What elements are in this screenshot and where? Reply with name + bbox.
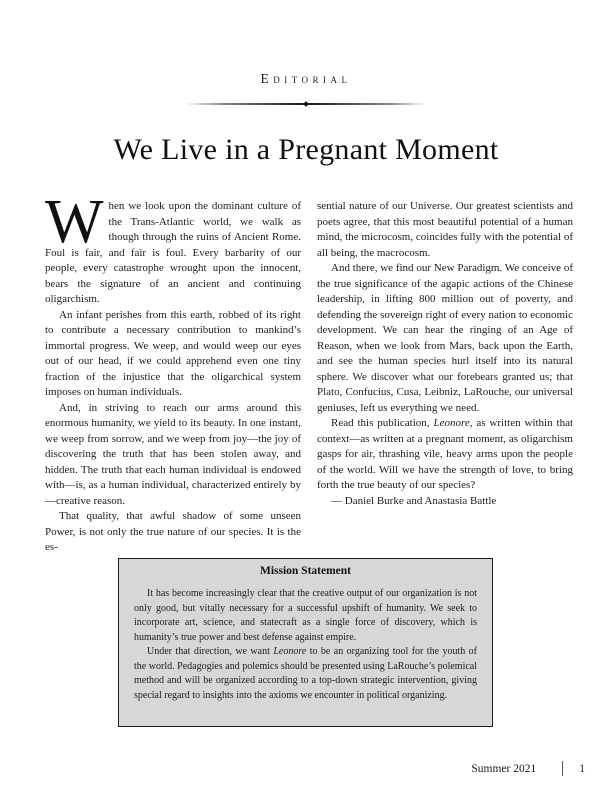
paragraph: And there, we find our New Paradigm. We conceive of the true significance of the agapic actions of the Chinese leadership, in lifting 800 million out of poverty, and defending the sovereign right of every nation to economic development. We can hear the ringing of an Age of Reason, when we look from Mars, back upon the Earth, and see the human species hurl itself into its natural sphere. We discover what our forebears granted us; that Plato, Confucius, Cusa, Leibniz, LaRouche, our universal geniuses, left us everything we need. [317,262,573,414]
mission-paragraph: It has become increasingly clear that the creative output of our organization is not only good, but vitally necessary for a successful upshift of humanity. We seek to incorporate art, science, and statecraft as a single force of discovery, which is humanity’s true power and best defense against empire. [134,588,477,643]
byline [317,494,573,510]
paragraph-with-italic [317,416,573,494]
article-body [45,188,574,556]
paragraph-dropcap [45,188,301,308]
right-column [317,199,573,556]
footer-page-number: 1 [579,762,585,775]
publication-name-italic: Leonore [433,417,470,429]
byline-text: — Daniel Burke and Anastasia Battle [331,494,497,507]
mission-statement-box [118,558,493,727]
paragraph-text: to be an organizing tool for the youth of the world. Pedagogies and polemics should be presented using LaRouche’s polemical method and will be organized according to a top-down strategic intervention, giving special regard to insights into the axioms we encounter in political organizing. [134,646,477,701]
mission-paragraph-with-italic [134,645,477,703]
paragraph: And, in striving to reach our arms around this enormous humanity, we yield to its beauty. In one instant, we weep from sorrow, and we weep from joy—the joy of discovering the truth that has been stolen away, and hidden. The truth that each human individual is endowed with—is, as a human individual, characterized entirely by—creative reason. [45,401,301,507]
publication-name-italic: Leonore [273,646,307,657]
article-title: We Live in a Pregnant Moment [113,133,499,166]
footer-issue: Summer 2021 [471,762,537,775]
paragraph: An infant perishes from this earth, robbed of its right to contribute a necessary contribution to mankind’s immortal progress. We weep, and would weep our eyes out of our head, if we could apprehend even one tiny fraction of the injustice that the oligarchical system imposes on human individuals. [45,308,301,398]
paragraph: That quality, that awful shadow of some unseen Power, is not only the true nature of our species. It is the es- [45,510,301,553]
paragraph-text: , as written within that context—as written at a pregnant moment, as oligarchism gasps for air, thrashing vile, heavy arms upon the people of the world. Will we have the strength of love, to bring forth the true beauty of our species? [317,417,574,491]
paragraph-text: Under that direction, we want [147,646,274,657]
decorative-rule [186,103,426,105]
rule-diamond-ornament [303,101,309,107]
paragraph-text: hen we look upon the dominant culture of the Trans-Atlantic world, we walk as though through the ruins of Ancient Rome. Foul is fair, and fair is foul. Every barbarity of our people, every catastrophe wrought upon the innocent, bears the signature of an ancient and continuing oligarchism. [45,200,301,305]
paragraph-text: Read this publication, [331,417,434,429]
section-kicker: Editorial [260,71,352,86]
page-footer [471,761,585,776]
footer-divider [562,761,563,776]
left-column [45,188,301,556]
drop-cap: W [45,188,104,256]
mission-heading: Mission Statement [259,565,352,577]
paragraph: sential nature of our Universe. Our greatest scientists and poets agree, that this most beautiful potential of a human mind, the microcosm, coincides fully with the potential of all being, the macrocosm. [317,200,573,259]
